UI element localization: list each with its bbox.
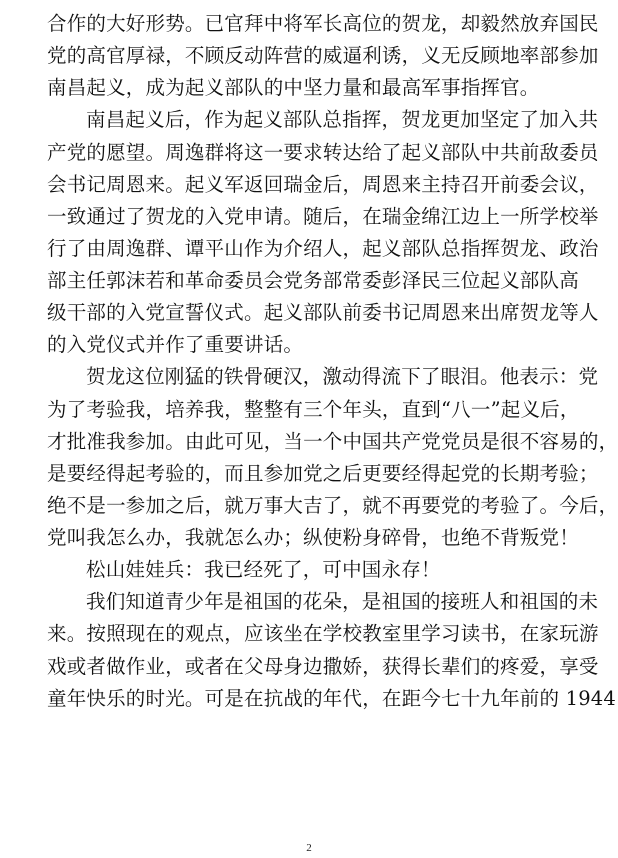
text-line: 合作的大好形势。已官拜中将军长高位的贺龙，却毅然放弃国民	[47, 12, 599, 35]
text-line: 是要经得起考验的，而且参加党之后更要经得起党的长期考验；	[47, 462, 599, 485]
paragraph-first-line: 我们知道青少年是祖国的花朵，是祖国的接班人和祖国的未	[86, 590, 599, 613]
text-line: 才批准我参加。由此可见，当一个中国共产党党员是很不容易的，	[47, 430, 618, 453]
text-line: 南昌起义，成为起义部队的中坚力量和最高军事指挥官。	[47, 76, 540, 99]
text-line: 一致通过了贺龙的入党申请。随后，在瑞金绵江边上一所学校举	[47, 205, 599, 228]
text-line: 戏或者做作业，或者在父母身边撒娇，获得长辈们的疼爱，享受	[47, 655, 599, 678]
text-line: 会书记周恩来。起义军返回瑞金后，周恩来主持召开前委会议，	[47, 173, 599, 196]
text-line: 童年快乐的时光。可是在抗战的年代，在距今七十九年前的 1944	[47, 687, 617, 710]
text-line: 来。按照现在的观点，应该坐在学校教室里学习读书，在家玩游	[47, 622, 599, 645]
text-line: 为了考验我，培养我，整整有三个年头，直到“八一”起义后，	[47, 398, 580, 421]
text-line: 级干部的入党宣誓仪式。起义部队前委书记周恩来出席贺龙等人	[47, 301, 599, 324]
text-line: 党叫我怎么办，我就怎么办；纵使粉身碎骨，也绝不背叛党！	[47, 526, 579, 549]
section-heading: 松山娃娃兵：我已经死了，可中国永存！	[86, 558, 441, 581]
text-line: 行了由周逸群、谭平山作为介绍人，起义部队总指挥贺龙、政治	[47, 237, 599, 260]
page-number: 2	[306, 842, 312, 854]
paragraph-first-line: 南昌起义后，作为起义部队总指挥，贺龙更加坚定了加入共	[86, 108, 599, 131]
text-line: 党的高官厚禄，不顾反动阵营的威逼利诱，义无反顾地率部参加	[47, 44, 599, 67]
text-line: 绝不是一参加之后，就万事大吉了，就不再要党的考验了。今后，	[47, 494, 618, 517]
text-line: 部主任郭沫若和革命委员会党务部常委彭泽民三位起义部队高	[47, 269, 579, 292]
text-line: 产党的愿望。周逸群将这一要求转达给了起义部队中共前敌委员	[47, 141, 599, 164]
paragraph-first-line: 贺龙这位刚猛的铁骨硬汉，激动得流下了眼泪。他表示：党	[86, 365, 599, 388]
text-line: 的入党仪式并作了重要讲话。	[47, 333, 304, 356]
